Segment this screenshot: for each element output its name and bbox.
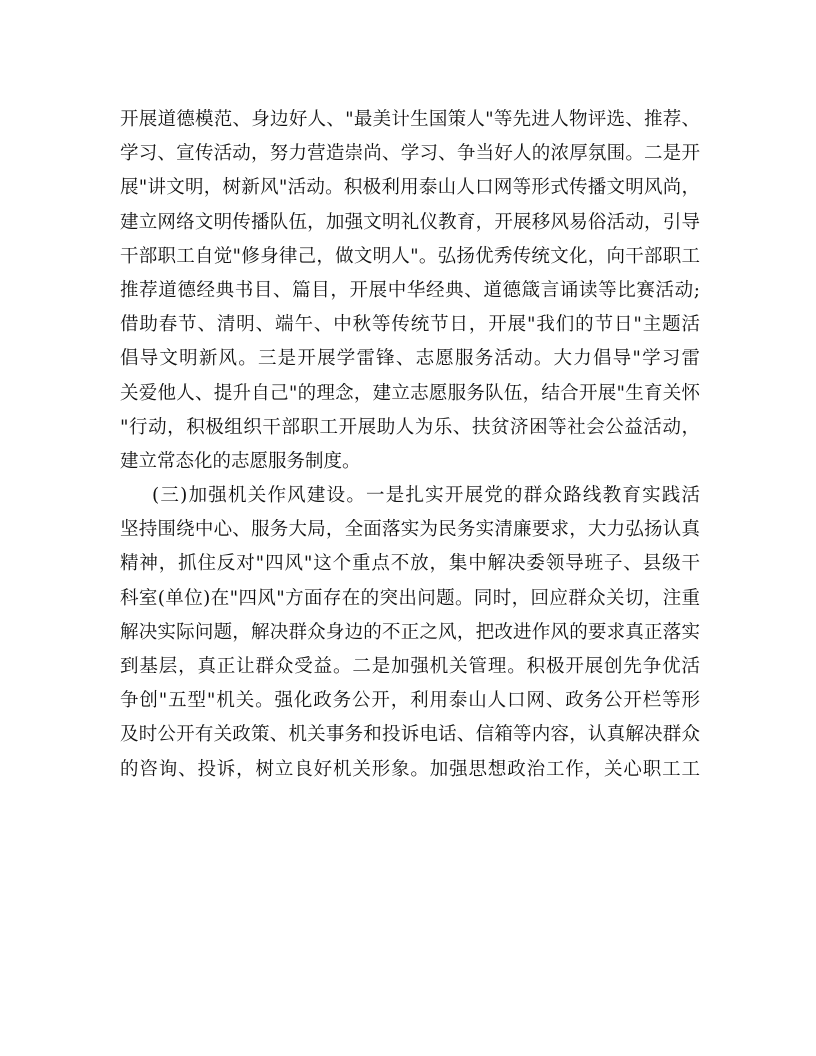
text-line: 解决实际问题，解决群众身边的不正之风，把改进作风的要求真正落实 xyxy=(120,621,700,643)
text-line: 科室(单位)在"四风"方面存在的突出问题。同时，回应群众关切，注重 xyxy=(120,587,700,609)
section-heading-line: (三)加强机关作风建设。一是扎实开展党的群众路线教育实践活 xyxy=(152,485,700,507)
text-line: 借助春节、清明、端午、中秋等传统节日，开展"我们的节日"主题活 xyxy=(120,314,700,336)
text-line: 精神，抓住反对"四风"这个重点不放，集中解决委领导班子、县级干 xyxy=(120,553,700,575)
text-line: 学习、宣传活动，努力营造崇尚、学习、争当好人的浓厚氛围。二是开 xyxy=(120,143,700,165)
text-line: 推荐道德经典书目、篇目，开展中华经典、道德箴言诵读等比赛活动; xyxy=(120,279,700,301)
text-line: 关爱他人、提升自己"的理念，建立志愿服务队伍，结合开展"生育关怀 xyxy=(120,382,700,404)
text-line: 争创"五型"机关。强化政务公开，利用泰山人口网、政务公开栏等形 xyxy=(120,690,700,712)
text-line: 到基层，真正让群众受益。二是加强机关管理。积极开展创先争优活 xyxy=(120,656,700,677)
text-line: 建立网络文明传播队伍，加强文明礼仪教育，开展移风易俗活动，引导 xyxy=(120,211,700,233)
body-text xyxy=(120,103,700,787)
text-line: 建立常态化的志愿服务制度。 xyxy=(120,450,361,472)
text-line: 的咨询、投诉，树立良好机关形象。加强思想政治工作，关心职工工 xyxy=(120,758,700,780)
text-line: 展"讲文明，树新风"活动。积极利用泰山人口网等形式传播文明风尚， xyxy=(120,177,700,199)
text-line: 开展道德模范、身边好人、"最美计生国策人"等先进人物评选、推荐、 xyxy=(120,109,700,130)
text-line: 及时公开有关政策、机关事务和投诉电话、信箱等内容，认真解决群众 xyxy=(120,724,700,746)
text-line: 干部职工自觉"修身律己，做文明人"。弘扬优秀传统文化，向干部职工 xyxy=(120,245,700,267)
text-line: 倡导文明新风。三是开展学雷锋、志愿服务活动。大力倡导"学习雷 xyxy=(120,348,700,370)
text-line: 坚持围绕中心、服务大局，全面落实为民务实清廉要求，大力弘扬认真 xyxy=(120,519,700,541)
text-line: "行动，积极组织干部职工开展助人为乐、扶贫济困等社会公益活动， xyxy=(120,416,700,438)
